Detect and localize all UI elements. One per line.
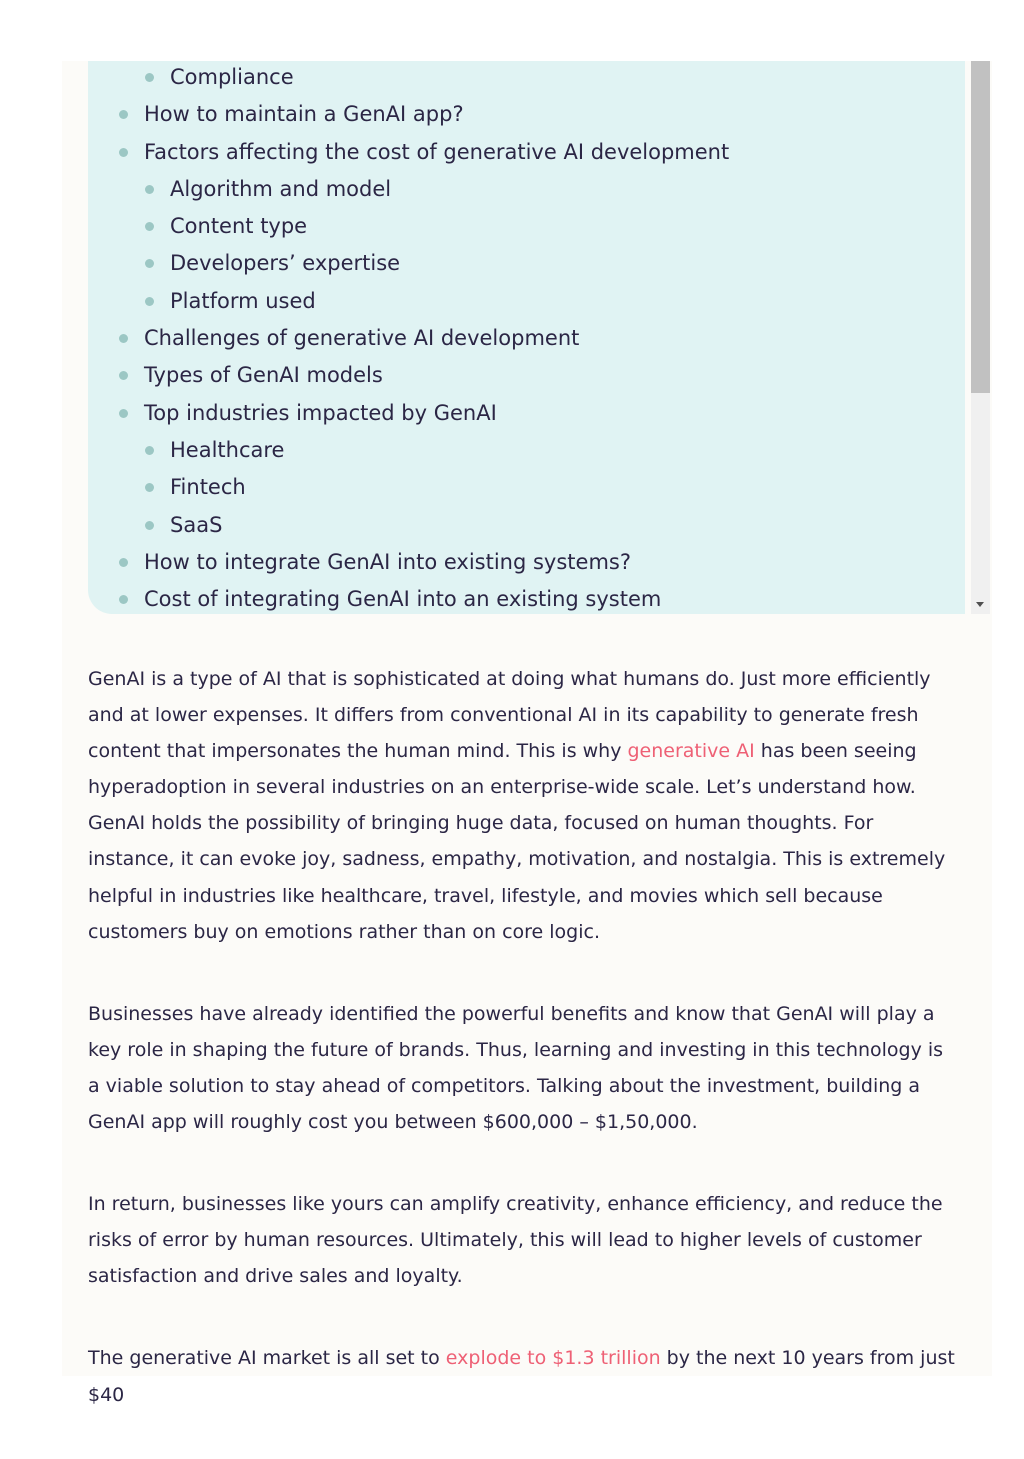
article-body	[88, 661, 958, 1459]
toc-item[interactable]	[88, 283, 948, 320]
toc-item-label[interactable]: Top industries impacted by GenAI	[144, 400, 497, 425]
article-paragraph-3: In return, businesses like yours can amplify creativity, enhance efficiency, and reduce the risks of error by human resources. Ultimately, this will lead to higher levels of customer satisfaction and drive sales and loyalty.	[88, 1193, 943, 1288]
paragraph-text: has been seeing hyperadoption in several industries on an enterprise-wide scale. Let’s understand how. GenAI holds the possibility of bringing huge data, focused on human thoughts. For instance, it can evoke joy, sadness, empathy, motivation, and nostalgia. This is extremely helpful in industries like healthcare, travel, lifestyle, and movies which sell because customers buy on emotions rather than on core logic.	[88, 740, 946, 943]
toc-item[interactable]	[88, 245, 948, 282]
toc-item[interactable]	[88, 96, 948, 133]
bullet-icon	[145, 259, 154, 268]
paragraph-text: by the next 10 years from just $40	[88, 1347, 955, 1406]
bullet-icon	[145, 297, 154, 306]
toc-item-label[interactable]: Healthcare	[170, 437, 285, 462]
toc-scrollbar-thumb[interactable]	[971, 61, 990, 393]
toc-item[interactable]	[88, 208, 948, 245]
bullet-icon	[145, 521, 154, 530]
paragraph-text: GenAI is a type of AI that is sophisticated at doing what humans do. Just more efficiently and at lower expenses. It differs from conventional AI in its capability to generate fresh content that impersonates the human mind. This is why	[88, 668, 931, 763]
toc-item-label[interactable]: Platform used	[170, 288, 316, 313]
toc-item-label[interactable]: Developers’ expertise	[170, 251, 401, 276]
scroll-down-arrow-icon[interactable]	[976, 602, 984, 607]
toc-item-label[interactable]: How to maintain a GenAI app?	[144, 102, 464, 127]
table-of-contents	[88, 61, 965, 614]
bullet-icon	[145, 483, 154, 492]
toc-scrollbar[interactable]	[971, 61, 990, 614]
toc-item[interactable]	[88, 507, 948, 544]
article-paragraph-1	[88, 661, 958, 950]
toc-item-label[interactable]: How to integrate GenAI into existing systems?	[144, 549, 631, 574]
toc-item[interactable]	[88, 171, 948, 208]
article-paragraph-2: Businesses have already identified the powerful benefits and know that GenAI will play a key role in shaping the future of brands. Thus, learning and investing in this technology is a viable solution to stay ahead of competitors. Talking about the investment, building a GenAI app will roughly cost you between $600,000 – $1,50,000.	[88, 1002, 944, 1134]
bullet-icon	[119, 409, 128, 418]
toc-item-label[interactable]: Fintech	[170, 475, 246, 500]
article-paragraph-4	[88, 1340, 958, 1412]
bullet-icon	[119, 110, 128, 119]
toc-item-label[interactable]: Types of GenAI models	[144, 363, 383, 388]
bullet-icon	[119, 334, 128, 343]
toc-item[interactable]	[88, 134, 948, 171]
toc-item[interactable]	[88, 320, 948, 357]
bullet-icon	[145, 446, 154, 455]
market-forecast-link[interactable]: explode to $1.3 trillion	[445, 1347, 661, 1370]
article-page	[62, 61, 992, 1406]
toc-item-label[interactable]: Factors affecting the cost of generative AI development	[144, 139, 730, 164]
toc-item-label[interactable]: Cost of integrating GenAI into an existing system	[144, 587, 662, 612]
toc-item-label[interactable]: Content type	[170, 214, 308, 239]
paragraph-text: The generative AI market is all set to	[88, 1347, 446, 1370]
bullet-icon	[119, 595, 128, 604]
toc-item-label[interactable]: Algorithm and model	[170, 176, 392, 201]
toc-item[interactable]	[88, 544, 948, 581]
generative-ai-link[interactable]: generative AI	[627, 740, 755, 763]
toc-list	[88, 59, 948, 618]
toc-item[interactable]	[88, 395, 948, 432]
toc-item-label[interactable]: Compliance	[170, 65, 294, 89]
bullet-icon	[119, 558, 128, 567]
toc-item[interactable]	[88, 357, 948, 394]
toc-item[interactable]	[88, 581, 948, 618]
toc-item[interactable]	[88, 469, 948, 506]
bullet-icon	[145, 185, 154, 194]
bullet-icon	[145, 73, 154, 82]
toc-item[interactable]	[88, 432, 948, 469]
toc-item-label[interactable]: Challenges of generative AI development	[144, 326, 580, 351]
toc-item-label[interactable]: SaaS	[170, 512, 223, 537]
toc-item[interactable]	[88, 59, 948, 96]
bullet-icon	[119, 371, 128, 380]
bullet-icon	[145, 222, 154, 231]
bullet-icon	[119, 148, 128, 157]
